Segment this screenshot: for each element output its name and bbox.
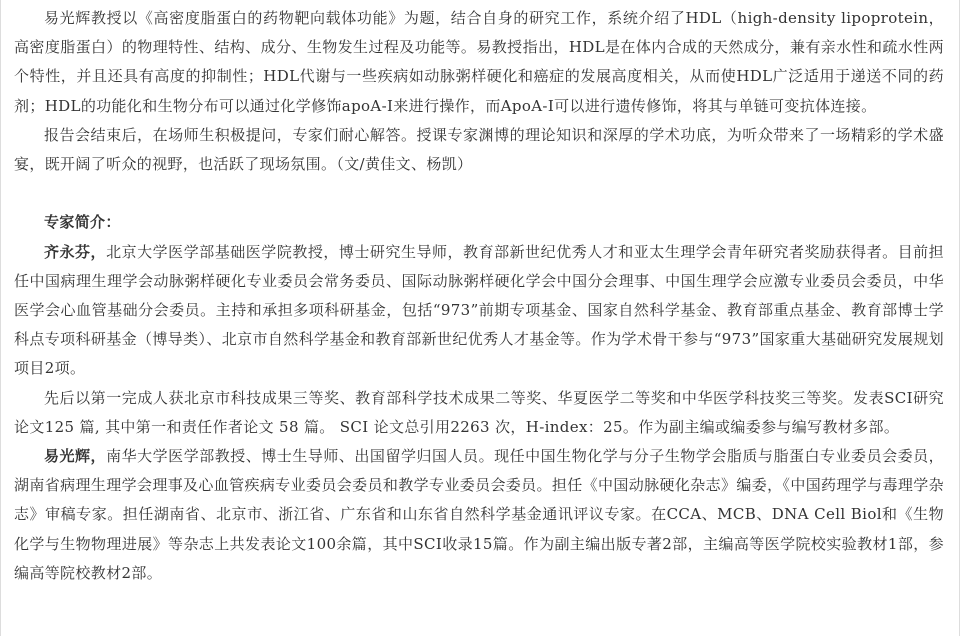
expert-qi-bio: 北京大学医学部基础医学院教授，博士研究生导师，教育部新世纪优秀人才和亚太生理学会青年研究者奖励获得者。目前担任中国病理生理学会动脉粥样硬化专业委员会常务委员、国际动脉粥样硬化学会中国分会理事、中国生理学会应激专业委员会委员，中华医学会心血管基础分会委员。主持和承担多项科研基金，包括“973”前期专项基金、国家自然科学基金、教育部重点基金、教育部博士学科点专项科研基金（博导类）、北京市自然科学基金和教育部新世纪优秀人才基金等。作为学术骨干参与“973”国家重大基础研究发展规划项目2项。 [14,242,945,378]
expert-yi-bio: 南华大学医学部教授、博士生导师、出国留学归国人员。现任中国生物化学与分子生物学会脂质与脂蛋白专业委员会委员，湖南省病理生理学会理事及心血管疾病专业委员会委员和教学专业委员会委员。担任《中国动脉硬化杂志》编委，《中国药理学与毒理学杂志》审稿专家。担任湖南省、北京市、浙江省、广东省和山东省自然科学基金通讯评议专家。在CCA、MCB、DNA Cell Biol和《生物化学与生物物理进展》等杂志上共发表论文100余篇，其中SCI收录15篇。作为副主编出版专著2部，主编高等医学院校实验教材1部，参编高等院校教材2部。 [14,447,945,582]
paragraph-spacer [14,179,944,208]
paragraph-expert-yi [14,442,944,588]
left-border [0,0,1,636]
paragraph-lecture-summary: 易光辉教授以《高密度脂蛋白的药物靶向载体功能》为题，结合自身的研究工作，系统介绍了HDL（high-density lipoprotein，高密度脂蛋白）的物理特性、结构、成分、生物发生过程及功能等。易教授指出，HDL是在体内合成的天然成分，兼有亲水性和疏水性两个特性，并且还具有高度的抑制性；HDL代谢与一些疾病如动脉粥样硬化和癌症的发展高度相关，从而使HDL广泛适用于递送不同的药剂；HDL的功能化和生物分布可以通过化学修饰apoA-I来进行操作，而ApoA-I可以进行遗传修饰，将其与单链可变抗体连接。 [14,9,944,115]
article-body [14,4,944,588]
paragraph-closing: 报告会结束后，在场师生积极提问，专家们耐心解答。授课专家渊博的理论知识和深厚的学术功底，为听众带来了一场精彩的学术盛宴，既开阔了听众的视野，也活跃了现场氛围。（文/黄佳文、杨凯） [14,125,944,174]
paragraph-expert-qi [14,238,944,384]
expert-yi-name: 易光辉， [44,447,107,466]
expert-intro-heading [14,208,944,237]
expert-intro-heading-text: 专家简介： [44,213,121,232]
paragraph-expert-qi-awards: 先后以第一完成人获北京市科技成果三等奖、教育部科学技术成果二等奖、华夏医学二等奖和中华医学科技奖三等奖。发表SCI研究论文125 篇, 其中第一和责任作者论文 58 篇。 SCI 论文总引用2263 次，H-index：25。作为副主编或编委参与编写教材多部。 [14,388,944,436]
expert-qi-name: 齐永芬， [44,242,107,261]
